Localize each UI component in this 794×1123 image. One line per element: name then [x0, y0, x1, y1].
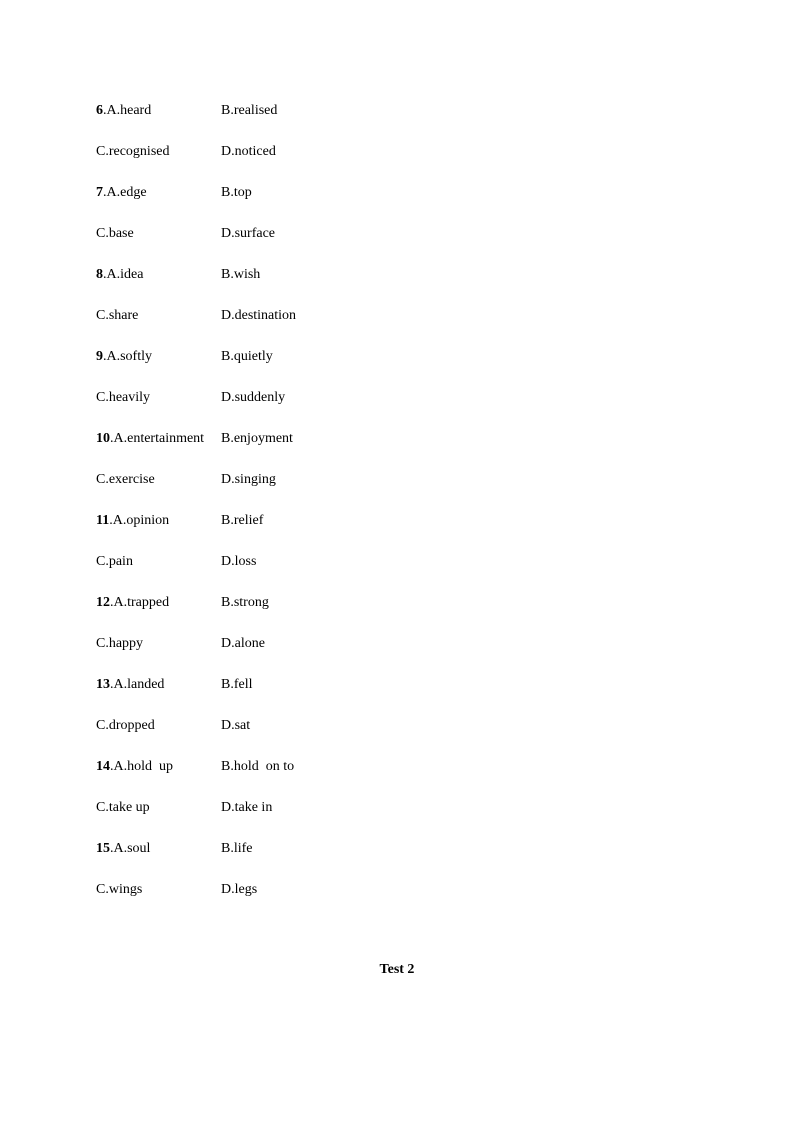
option-b: B.enjoyment	[221, 431, 293, 446]
question-number: 7	[96, 185, 103, 200]
option-d: D.destination	[221, 308, 297, 323]
question-12-row-cd	[96, 634, 456, 675]
option-a-text: .A.opinion	[109, 513, 170, 528]
option-b: B.relief	[221, 513, 264, 528]
question-number: 9	[96, 349, 103, 364]
option-c: C.dropped	[96, 718, 155, 733]
option-a	[96, 347, 221, 388]
question-number: 13	[96, 677, 110, 692]
option-d: D.surface	[221, 226, 276, 241]
option-a-text: .A.heard	[103, 103, 152, 118]
option-b: B.top	[221, 185, 252, 200]
option-a-text: .A.landed	[110, 677, 165, 692]
option-a-text: .A.soul	[110, 841, 151, 856]
option-c: C.take up	[96, 800, 150, 815]
option-a	[96, 675, 221, 716]
question-12-row-ab	[96, 593, 456, 634]
option-a-text: .A.idea	[103, 267, 144, 282]
question-number: 14	[96, 759, 110, 774]
question-9-row-ab	[96, 347, 456, 388]
option-c: C.recognised	[96, 144, 170, 159]
question-15-row-ab	[96, 839, 456, 880]
question-number: 11	[96, 513, 110, 528]
option-a	[96, 101, 221, 142]
question-14-row-cd	[96, 798, 456, 839]
option-d: D.legs	[221, 882, 258, 897]
option-a	[96, 511, 221, 552]
question-10-row-cd	[96, 470, 456, 511]
question-8-row-cd	[96, 306, 456, 347]
option-d: D.noticed	[221, 144, 276, 159]
question-9-row-cd	[96, 388, 456, 429]
option-a-text: .A.softly	[103, 349, 152, 364]
option-b: B.life	[221, 841, 253, 856]
option-c: C.exercise	[96, 472, 155, 487]
question-13-row-ab	[96, 675, 456, 716]
option-c: C.share	[96, 308, 139, 323]
option-a-text: .A.edge	[103, 185, 147, 200]
option-b: B.strong	[221, 595, 269, 610]
question-number: 12	[96, 595, 110, 610]
option-c: C.heavily	[96, 390, 151, 405]
question-11-row-ab	[96, 511, 456, 552]
option-c: C.pain	[96, 554, 133, 569]
option-a-text: .A.trapped	[110, 595, 170, 610]
option-d: D.sat	[221, 718, 251, 733]
option-a	[96, 265, 221, 306]
option-d: D.suddenly	[221, 390, 286, 405]
question-14-row-ab	[96, 757, 456, 798]
option-b: B.realised	[221, 103, 278, 118]
section-title: Test 2	[379, 962, 415, 977]
option-b: B.wish	[221, 267, 261, 282]
option-a	[96, 757, 221, 798]
question-7-row-ab	[96, 183, 456, 224]
question-number: 6	[96, 103, 103, 118]
option-a-text: .A.entertainment	[110, 431, 205, 446]
option-d: D.loss	[221, 554, 257, 569]
option-a	[96, 429, 221, 470]
option-c: C.happy	[96, 636, 144, 651]
question-number: 15	[96, 841, 110, 856]
option-b: B.hold on to	[221, 759, 295, 774]
option-a-text: .A.hold up	[110, 759, 173, 774]
question-6-row-cd	[96, 142, 456, 183]
question-13-row-cd	[96, 716, 456, 757]
option-d: D.alone	[221, 636, 265, 651]
question-11-row-cd	[96, 552, 456, 593]
option-d: D.take in	[221, 800, 273, 815]
option-c: C.base	[96, 226, 134, 241]
question-10-row-ab	[96, 429, 456, 470]
question-list	[96, 101, 456, 921]
option-d: D.singing	[221, 472, 276, 487]
option-a	[96, 593, 221, 634]
option-a	[96, 839, 221, 880]
question-6-row-ab	[96, 101, 456, 142]
question-8-row-ab	[96, 265, 456, 306]
option-b: B.fell	[221, 677, 253, 692]
question-number: 10	[96, 431, 110, 446]
question-number: 8	[96, 267, 103, 282]
option-a	[96, 183, 221, 224]
option-c: C.wings	[96, 882, 143, 897]
question-15-row-cd	[96, 880, 456, 921]
option-b: B.quietly	[221, 349, 273, 364]
question-7-row-cd	[96, 224, 456, 265]
